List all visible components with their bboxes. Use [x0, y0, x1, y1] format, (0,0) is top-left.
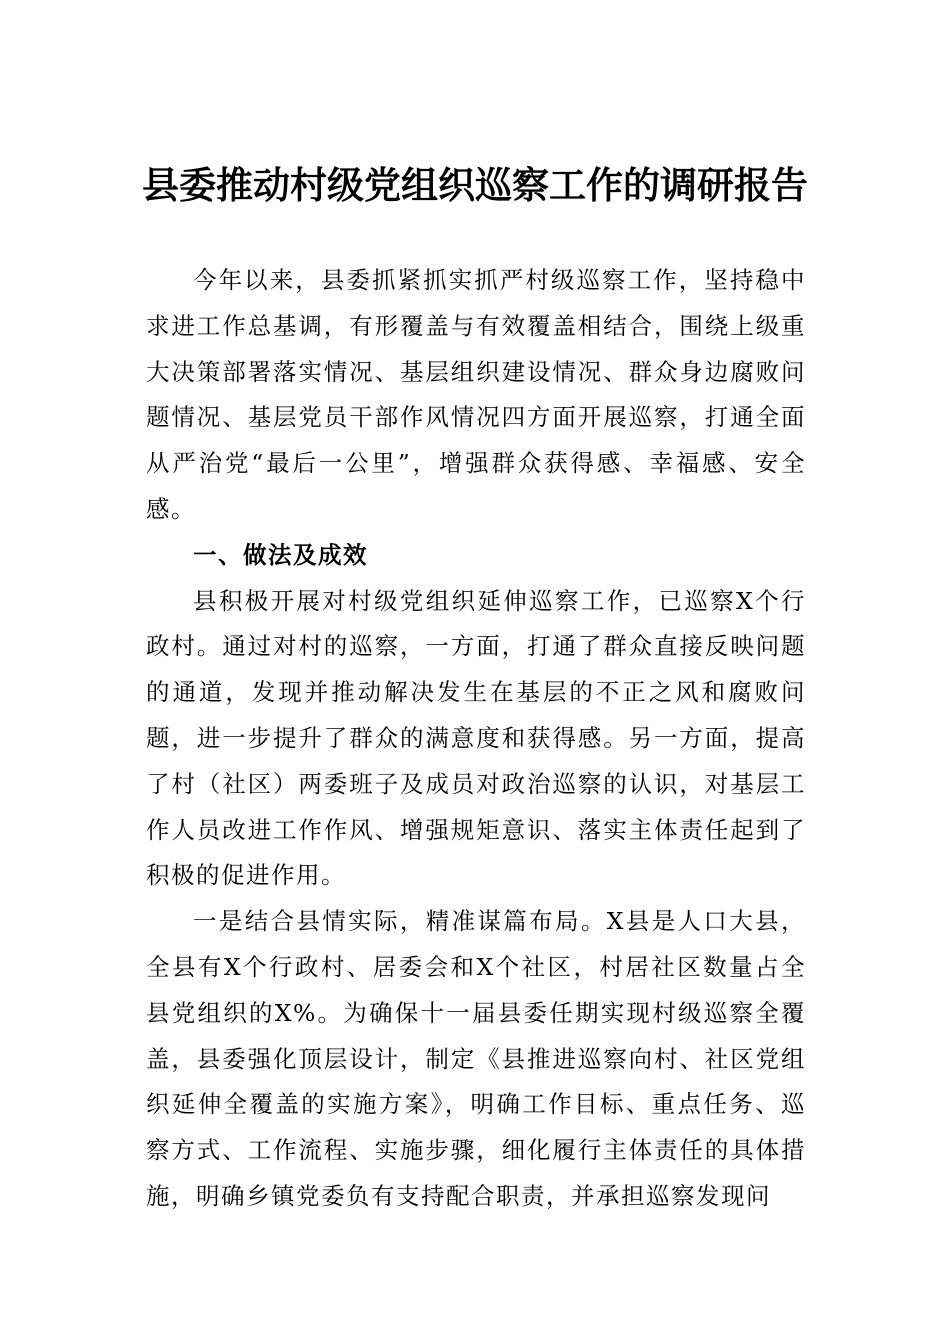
intro-paragraph: 今年以来，县委抓紧抓实抓严村级巡察工作，坚持稳中求进工作总基调，有形覆盖与有效覆盖相结合，围绕上级重大决策部署落实情况、基层组织建设情况、群众身边腐败问题情况、基层党员干部作风情况四方面开展巡察，打通全面从严治党“最后一公里”，增强群众获得感、幸福感、安全感。: [146, 266, 806, 523]
section-heading: 一、做法及成效: [193, 540, 368, 569]
document-title: 县委推动村级党组织巡察工作的调研报告: [142, 164, 808, 207]
section-paragraph-results: 县积极开展对村级党组织延伸巡察工作，已巡察X个行政村。通过对村的巡察，一方面，打通了群众直接反映问题的通道，发现并推动解决发生在基层的不正之风和腐败问题，进一步提升了群众的满意度和获得感。另一方面，提高了村（社区）两委班子及成员对政治巡察的认识，对基层工作人员改进工作作风、增强规矩意识、落实主体责任起到了积极的促进作用。: [146, 586, 806, 890]
section-paragraph-planning: 一是结合县情实际，精准谋篇布局。X县是人口大县，全县有X个行政村、居委会和X个社区，村居社区数量占全县党组织的X%。为确保十一届县委任期实现村级巡察全覆盖，县委强化顶层设计，制定《县推进巡察向村、社区党组织延伸全覆盖的实施方案》，明确工作目标、重点任务、巡察方式、工作流程、实施步骤，细化履行主体责任的具体措施，明确乡镇党委负有支持配合职责，并承担巡察发现问: [146, 907, 806, 1210]
document-body: [146, 258, 806, 1220]
